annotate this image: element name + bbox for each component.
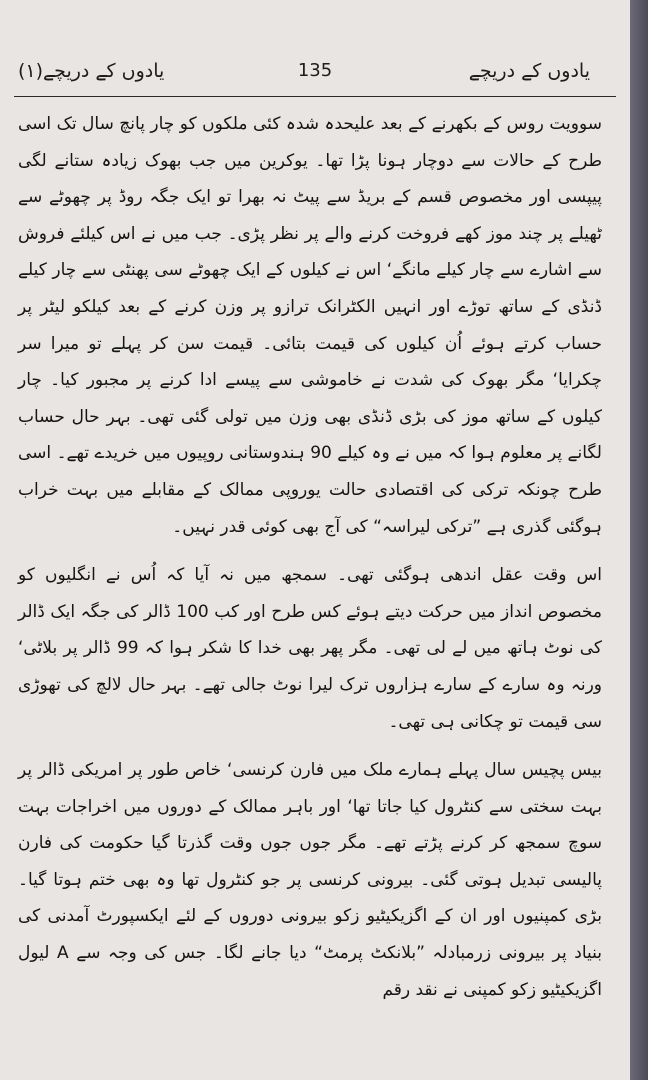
- page-number: 135: [297, 60, 333, 81]
- running-header: [0, 60, 630, 92]
- page-edge: [630, 0, 648, 1080]
- paragraph-3: بیس پچیس سال پہلے ہمارے ملک میں فارن کرنسی‘ خاص طور پر امریکی ڈالر پر بہت سختی سے کنٹرول کیا جاتا تھا‘ اور باہر ممالک کے دوروں میں اخراجات بہت سوچ سمجھ کر کرنے پڑتے تھے۔ مگر جوں جوں وقت گذرتا گیا حکومت کی فارن پالیسی تبدیل ہوتی گئی۔ بیرونی کرنسی پر جو کنٹرول تھا وہ بھی ختم ہوتا گیا۔ بڑی کمپنیوں اور ان کے اگزیکیٹیو زکو بیرونی دوروں کے لئے ایکسپورٹ آمدنی کی بنیاد پر بیرونی زرمبادلہ ”بلانکٹ پرمٹ“ دیا جانے لگا۔ جس کی وجہ سے A لیول اگزیکیٹیو زکو کمپنی نے نقد رقم: [18, 760, 602, 1000]
- header-rule: [14, 96, 616, 97]
- header-right-title: یادوں کے دریچے: [468, 60, 590, 82]
- paragraph-2: اس وقت عقل اندھی ہوگئی تھی۔ سمجھ میں نہ آیا کہ اُس نے انگلیوں کو مخصوص انداز میں حرکت دیتے ہوئے کس طرح اور کب 100 ڈالر کی جگہ ایک ڈالر کی نوٹ ہاتھ میں لے لی تھی۔ مگر پھر بھی خدا کا شکر ہوا کہ 99 ڈالر پر بلاٹی‘ ورنہ وہ سارے کے سارے ہزاروں ترک لیرا نوٹ جالی تھے۔ بہر حال لالچ کی تھوڑی سی قیمت تو چکانی ہی تھی۔: [18, 565, 603, 732]
- header-left-title: یادوں کے دریچے(۱): [18, 60, 165, 82]
- paragraph-1: سوویت روس کے بکھرنے کے بعد علیحدہ شدہ کئی ملکوں کو چار پانچ سال تک اسی طرح کے حالات سے دوچار ہونا پڑا تھا۔ یوکرین میں جب بھوک زیادہ ستانے لگی پیپسی اور مخصوص قسم کے بریڈ سے پیٹ نہ بھرا تو ایک جگہ روڈ پر چھوٹے سے ٹھیلے پر چند موز کھے فروخت کرنے والے پر نظر پڑی۔ جب میں نے اس کیلئے فروش سے اشارے سے چار کیلے مانگے‘ اس نے کیلوں کے ایک چھوٹے سی پھنٹی سے چار کیلے ڈنڈی کے ساتھ توڑے اور انہیں الکٹرانک ترازو پر وزن کرنے کے بعد کیلکو لیٹر پر حساب کرتے ہوئے اُن کیلوں کی قیمت بتائی۔ قیمت سن کر پہلے تو میرا سر چکرایا‘ مگر بھوک کی شدت نے خاموشی سے پیسے ادا کرنے پر مجبور کیا۔ چار کیلوں کے ساتھ موز کی بڑی ڈنڈی بھی وزن میں تولی گئی تھی۔ بہر حال حساب لگانے پر معلوم ہوا کہ میں نے وہ کیلے 90 ہندوستانی روپیوں میں خریدے تھے۔ اسی طرح چونکہ ترکی کی اقتصادی حالت یوروپی ممالک کے مقابلے میں بہت خراب ہوگئی گذری ہے ”ترکی لیراسہ“ کی آج بھی کوئی قدر نہیں۔: [18, 114, 602, 537]
- page-body: [18, 106, 602, 1008]
